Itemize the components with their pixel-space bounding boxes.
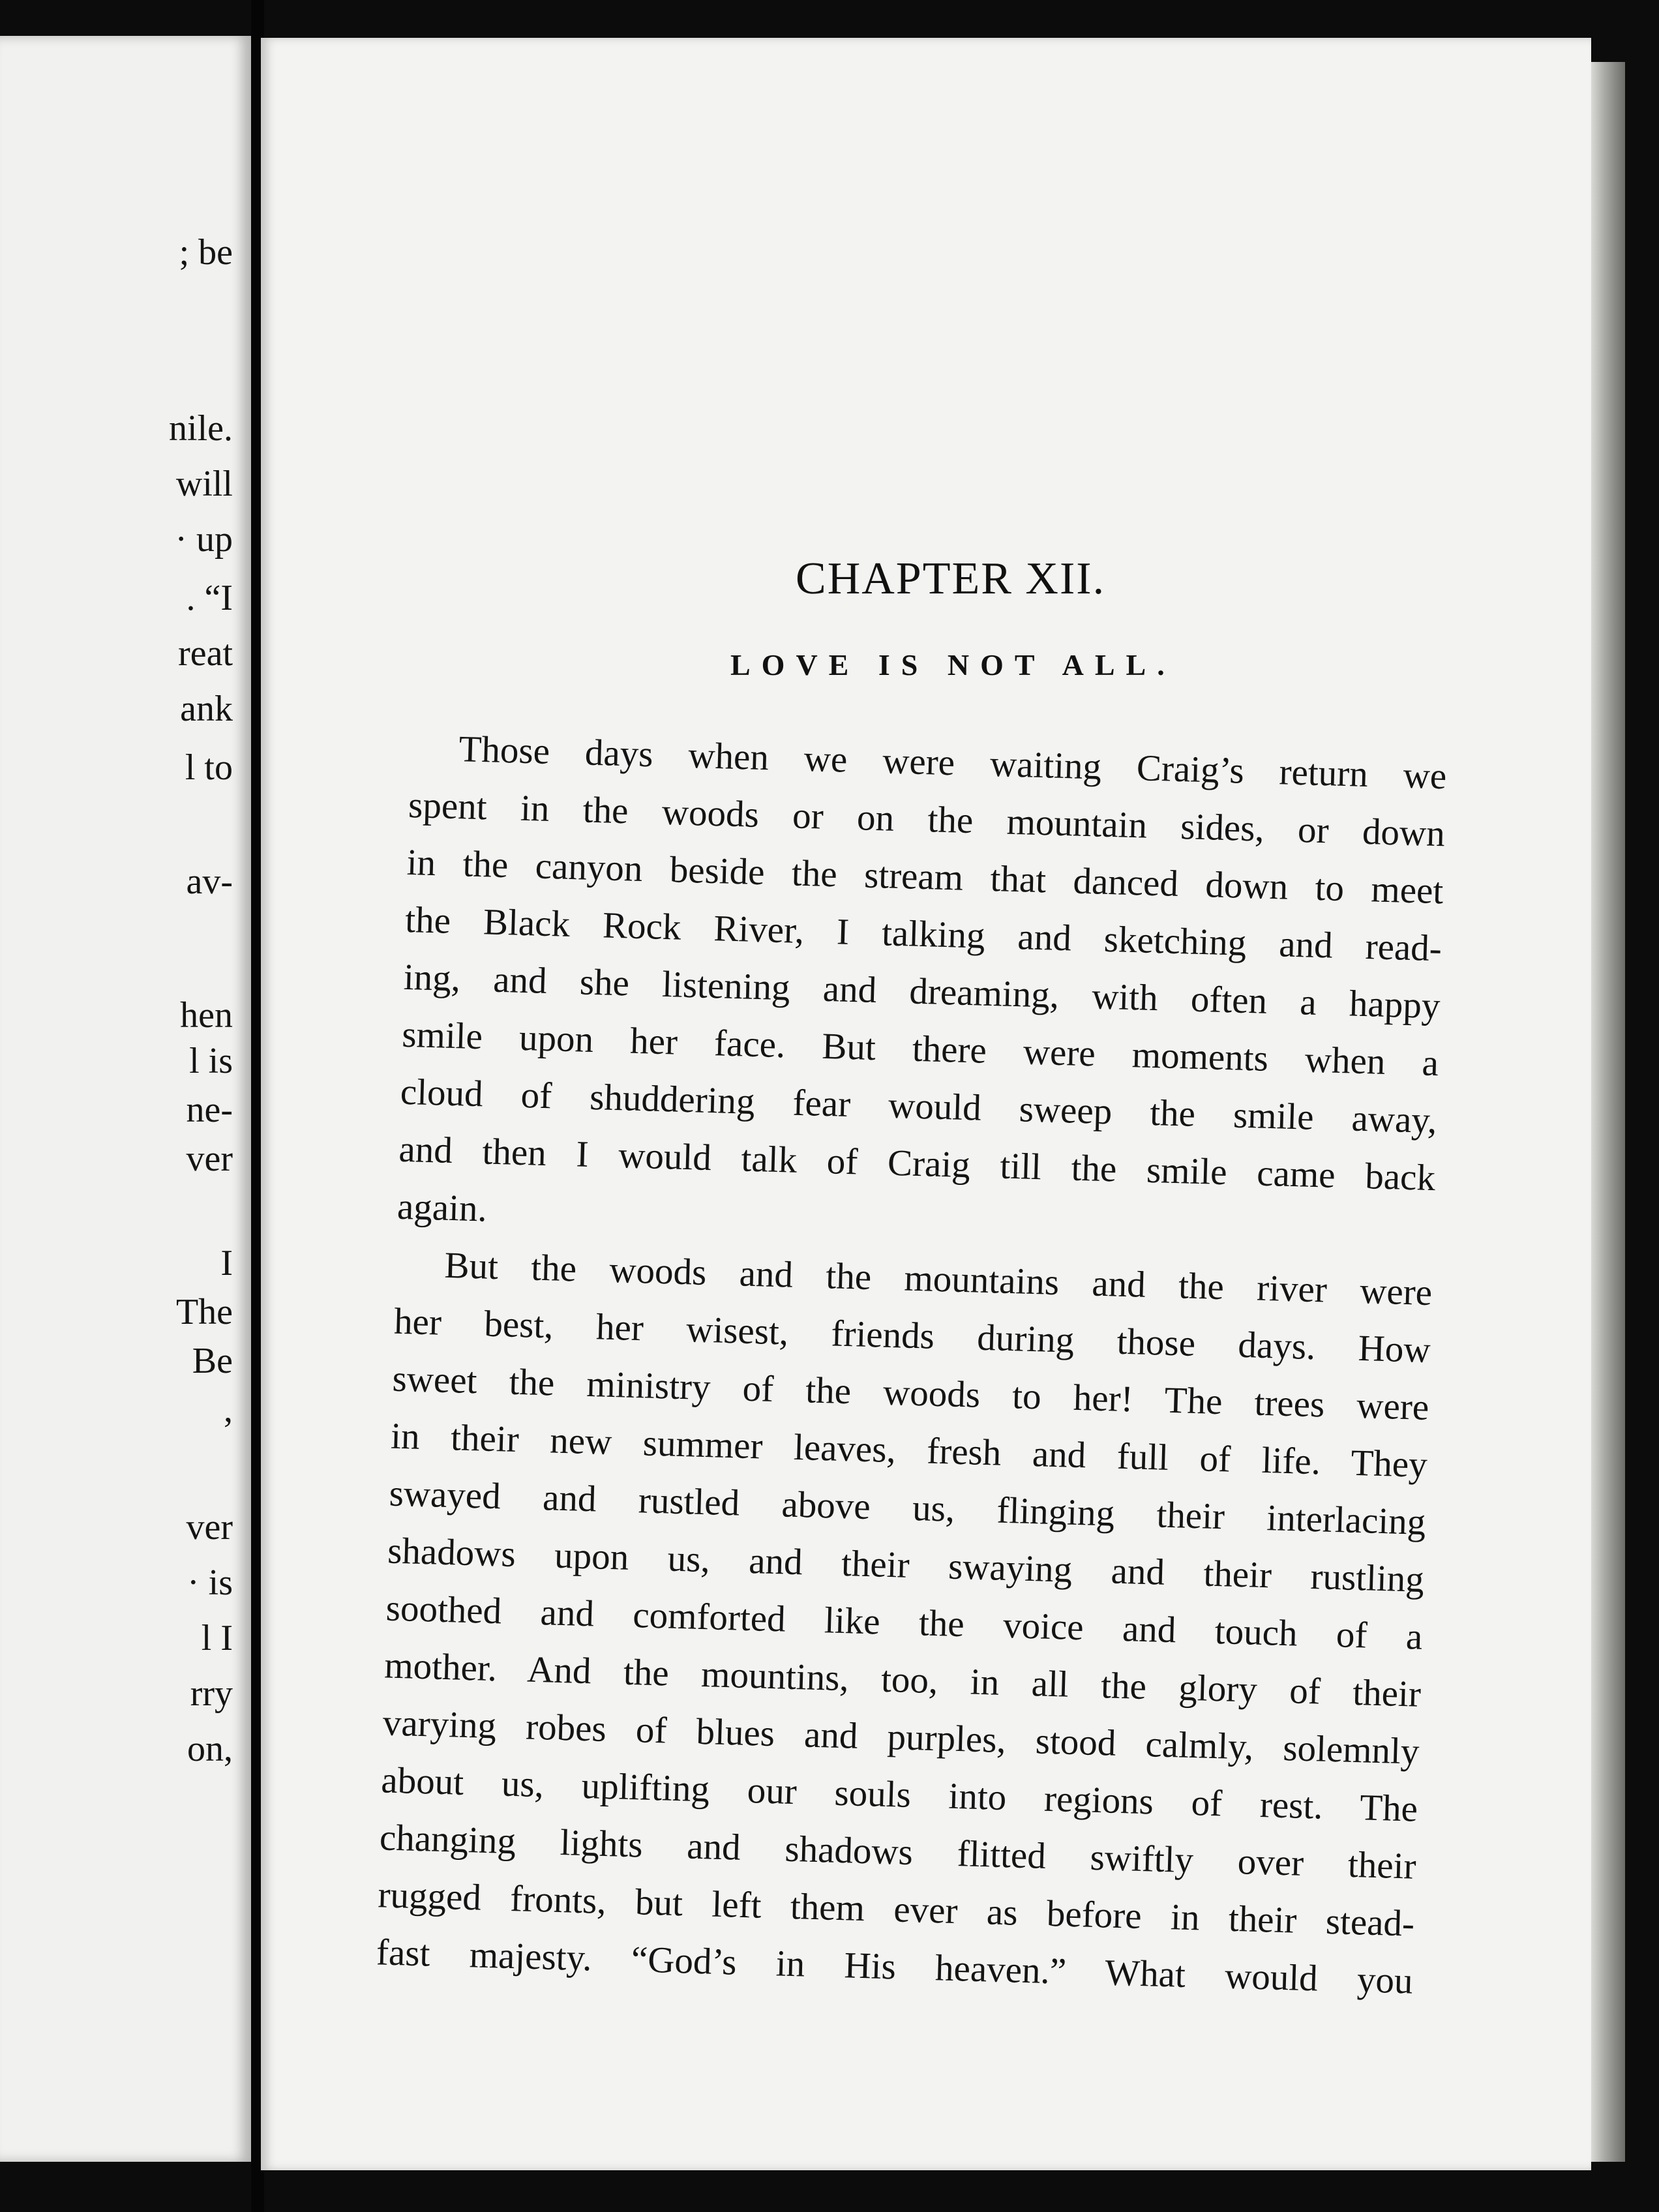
body-line: spent in the woods or on the mountain sides, or down <box>408 784 1446 855</box>
body-line: smile upon her face. But there were moments when a <box>401 1013 1439 1084</box>
left-page-fragment: hen <box>180 995 233 1036</box>
right-page <box>261 38 1591 2170</box>
chapter-heading: CHAPTER XII. <box>796 554 1106 604</box>
left-page-fragment: · up <box>175 519 233 560</box>
body-line: about us, uplifting our souls into regions of rest. The <box>380 1759 1418 1830</box>
body-line: shadows upon us, and their swaying and their rustling <box>387 1530 1425 1600</box>
body-line: mother. And the mountins, too, in all the glory of their <box>383 1645 1422 1715</box>
body-line: again. <box>396 1186 488 1230</box>
body-line: Those days when we were waiting Craig’s return we <box>458 728 1448 798</box>
left-page-fragment: reat <box>178 633 233 674</box>
chapter-subtitle: LOVE IS NOT ALL. <box>730 648 1176 681</box>
left-page-fragment: ne- <box>186 1090 233 1130</box>
body-line: swayed and rustled above us, flinging their interlacing <box>388 1472 1427 1543</box>
left-page-fragment: , <box>224 1390 233 1430</box>
left-page-fragment: I <box>220 1243 233 1283</box>
page-edge <box>1591 62 1625 2162</box>
body-line: fast majesty. “God’s in His heaven.” What would you <box>376 1932 1414 2002</box>
body-line: and then I would talk of Craig till the smile came back <box>398 1128 1436 1199</box>
left-page-fragment: Be <box>192 1341 233 1381</box>
body-line: rugged fronts, but left them ever as before in their stead- <box>377 1874 1415 1945</box>
left-page-text-fragments <box>0 36 251 2162</box>
body-line: her best, her wisest, friends during those days. How <box>393 1300 1431 1371</box>
left-page-fragment: rry <box>190 1673 233 1714</box>
left-page-fragment: on, <box>187 1729 233 1769</box>
left-page-fragment: · is <box>187 1562 233 1603</box>
left-page-fragment: ver <box>186 1507 233 1547</box>
chapter-body-text <box>376 719 1447 2010</box>
left-page-fragment: l is <box>189 1041 233 1081</box>
body-line: varying robes of blues and purples, stood calmly, solemnly <box>382 1702 1420 1772</box>
left-page-fragment: ank <box>180 689 233 729</box>
left-page-fragment: l to <box>185 747 233 788</box>
body-line: sweet the ministry of the woods to her! The trees were <box>391 1358 1430 1428</box>
left-page-fragment: . “I <box>186 578 233 618</box>
left-page-fragment: The <box>175 1292 233 1332</box>
body-line: But the woods and the mountains and the river were <box>443 1244 1433 1314</box>
left-page-fragment: will <box>175 464 233 504</box>
left-page-fragment: nile. <box>169 408 233 449</box>
left-page-fragment: ; be <box>179 232 233 273</box>
left-page <box>0 36 251 2162</box>
body-line: changing lights and shadows flitted swiftly over their <box>379 1817 1417 1887</box>
body-line: ing, and she listening and dreaming, with often a happy <box>403 956 1441 1027</box>
body-line: soothed and comforted like the voice and touch of a <box>385 1587 1424 1658</box>
body-line: in the canyon beside the stream that danced down to meet <box>406 841 1444 912</box>
body-line: in their new summer leaves, fresh and full of life. They <box>390 1415 1428 1486</box>
body-line: the Black Rock River, I talking and sketching and read- <box>404 899 1442 970</box>
left-page-fragment: ver <box>186 1139 233 1179</box>
left-page-fragment: l I <box>201 1618 233 1658</box>
left-page-fragment: av- <box>186 861 233 902</box>
body-line: cloud of shuddering fear would sweep the smile away, <box>400 1071 1438 1142</box>
